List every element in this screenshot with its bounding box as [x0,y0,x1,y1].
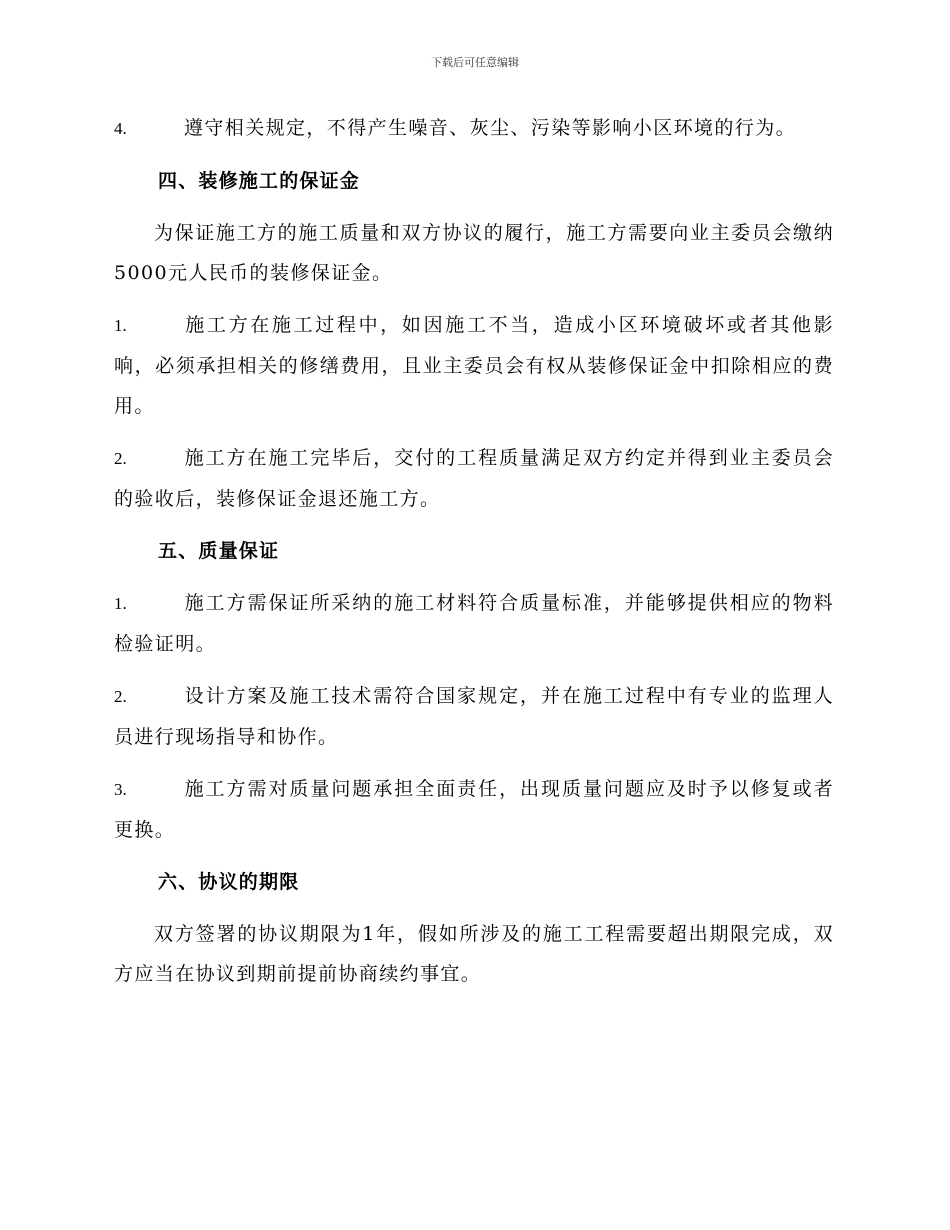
list-item-quality-3 [114,769,834,850]
item-number: 4. [114,119,127,138]
item-text: 施工方需保证所采纳的施工材料符合质量标准，并能够提供相应的物料检验证明。 [114,592,834,655]
item-number: 1. [114,316,127,335]
item-number: 2. [114,687,127,706]
item-text: 施工方在施工过程中，如因施工不当，造成小区环境破坏或者其他影响，必须承担相关的修缮费用，且业主委员会有权从装修保证金中扣除相应的费用。 [114,314,834,417]
section-heading-quality: 五、质量保证 [158,540,280,562]
section-heading-deposit: 四、装修施工的保证金 [158,170,361,192]
item-number: 2. [114,449,127,468]
paragraph-deposit: 为保证施工方的施工质量和双方协议的履行，施工方需要向业主委员会缴纳5000元人民币的装修保证金。 [114,222,834,284]
paragraph-term: 双方签署的协议期限为1年，假如所涉及的施工工程需要超出期限完成，双方应当在协议到期前提前协商续约事宜。 [114,923,834,985]
item-text: 施工方需对质量问题承担全面责任，出现质量问题应及时予以修复或者更换。 [114,778,834,841]
item-text: 施工方在施工完毕后，交付的工程质量满足双方约定并得到业主委员会的验收后，装修保证金退还施工方。 [114,447,834,510]
list-item-4 [114,108,834,149]
list-item-quality-2 [114,676,834,757]
section-heading-term: 六、协议的期限 [158,871,300,893]
page-header: 下载后可任意编辑 [431,56,519,69]
item-number: 1. [114,594,127,613]
list-item-deposit-2 [114,438,834,519]
item-text: 设计方案及施工技术需符合国家规定，并在施工过程中有专业的监理人员进行现场指导和协作。 [114,685,834,748]
item-number: 3. [114,780,127,799]
list-item-deposit-1 [114,305,834,426]
document-body [114,108,834,1006]
list-item-quality-1 [114,583,834,664]
item-text: 遵守相关规定，不得产生噪音、灰尘、污染等影响小区环境的行为。 [184,117,797,139]
